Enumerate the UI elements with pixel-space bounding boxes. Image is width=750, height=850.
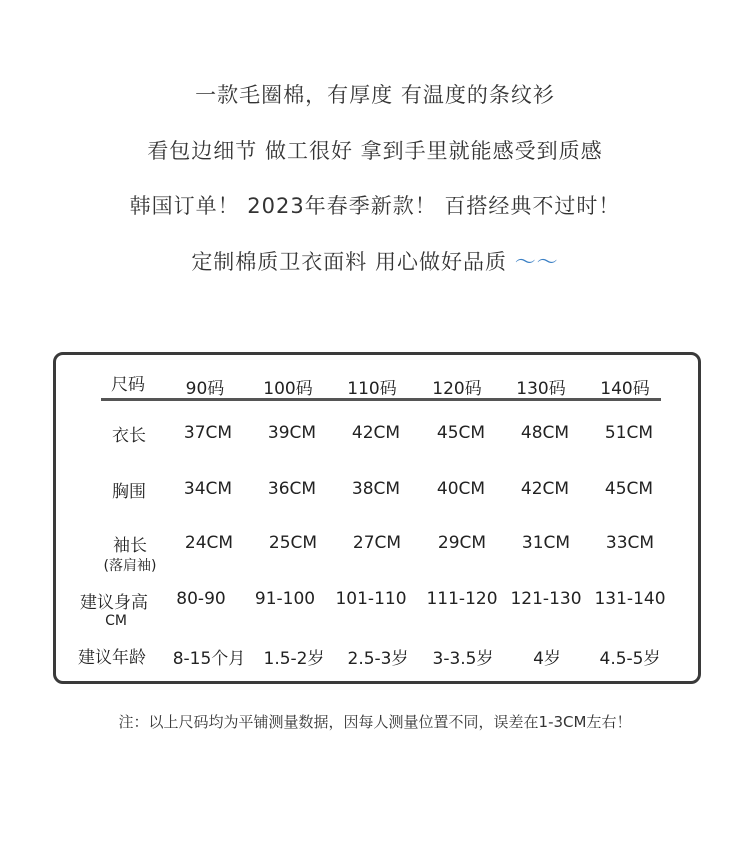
row-label-chest: 胸围: [112, 482, 146, 502]
table-cell: 4岁: [533, 649, 561, 669]
table-cell: 40CM: [436, 479, 486, 499]
table-cell: 80-90: [176, 589, 226, 609]
size-header-90: 90码: [185, 379, 225, 399]
headline-fabric: [0, 246, 750, 276]
table-cell: 4.5-5岁: [599, 649, 661, 669]
table-cell: 131-140: [594, 589, 666, 609]
table-cell: 34CM: [183, 479, 233, 499]
headline-material: 一款毛圈棉，有厚度 有温度的条纹衫: [195, 83, 555, 107]
table-cell: 37CM: [183, 423, 233, 443]
table-cell: 42CM: [520, 479, 570, 499]
table-cell: 91-100: [254, 589, 316, 609]
table-cell: 27CM: [352, 533, 402, 553]
table-cell: 36CM: [267, 479, 317, 499]
table-cell: 121-130: [510, 589, 582, 609]
headline-fabric-text: 定制棉质卫衣面料 用心做好品质: [191, 250, 507, 274]
size-chart-frame: [53, 352, 701, 684]
table-cell: 29CM: [437, 533, 487, 553]
size-header-130: 130码: [516, 379, 566, 399]
headline-order: 韩国订单！ 2023年春季新款！ 百搭经典不过时！: [129, 194, 621, 218]
size-header-140: 140码: [600, 379, 650, 399]
row-label-recommended-height: 建议身高: [80, 593, 148, 613]
row-label-length: 衣长: [112, 426, 146, 446]
table-cell: 45CM: [604, 479, 654, 499]
table-cell: 31CM: [521, 533, 571, 553]
table-cell: 45CM: [436, 423, 486, 443]
headline-workmanship: 看包边细节 做工很好 拿到手里就能感受到质感: [147, 139, 603, 163]
size-column-header: 尺码: [111, 375, 145, 395]
table-cell: 39CM: [267, 423, 317, 443]
table-cell: 48CM: [520, 423, 570, 443]
table-cell: 2.5-3岁: [347, 649, 409, 669]
table-cell: 101-110: [335, 589, 407, 609]
row-label-sleeve: 袖长: [113, 536, 147, 556]
size-header-120: 120码: [432, 379, 482, 399]
table-cell: 111-120: [426, 589, 498, 609]
table-cell: 8-15个月: [172, 649, 246, 669]
table-cell: 1.5-2岁: [263, 649, 325, 669]
row-sublabel-cm: CM: [105, 613, 127, 629]
size-header-110: 110码: [347, 379, 397, 399]
table-cell: 25CM: [268, 533, 318, 553]
row-label-recommended-age: 建议年龄: [78, 648, 146, 668]
table-cell: 33CM: [605, 533, 655, 553]
measurement-footnote: 注：以上尺码均为平铺测量数据，因每人测量位置不同，误差在1-3CM左右！: [118, 713, 632, 731]
table-cell: 3-3.5岁: [432, 649, 494, 669]
table-cell: 24CM: [184, 533, 234, 553]
table-cell: 42CM: [351, 423, 401, 443]
tilde-decoration: ～～: [514, 250, 559, 274]
row-sublabel-drop-shoulder: (落肩袖): [103, 558, 157, 574]
table-cell: 38CM: [351, 479, 401, 499]
size-header-100: 100码: [263, 379, 313, 399]
table-cell: 51CM: [604, 423, 654, 443]
